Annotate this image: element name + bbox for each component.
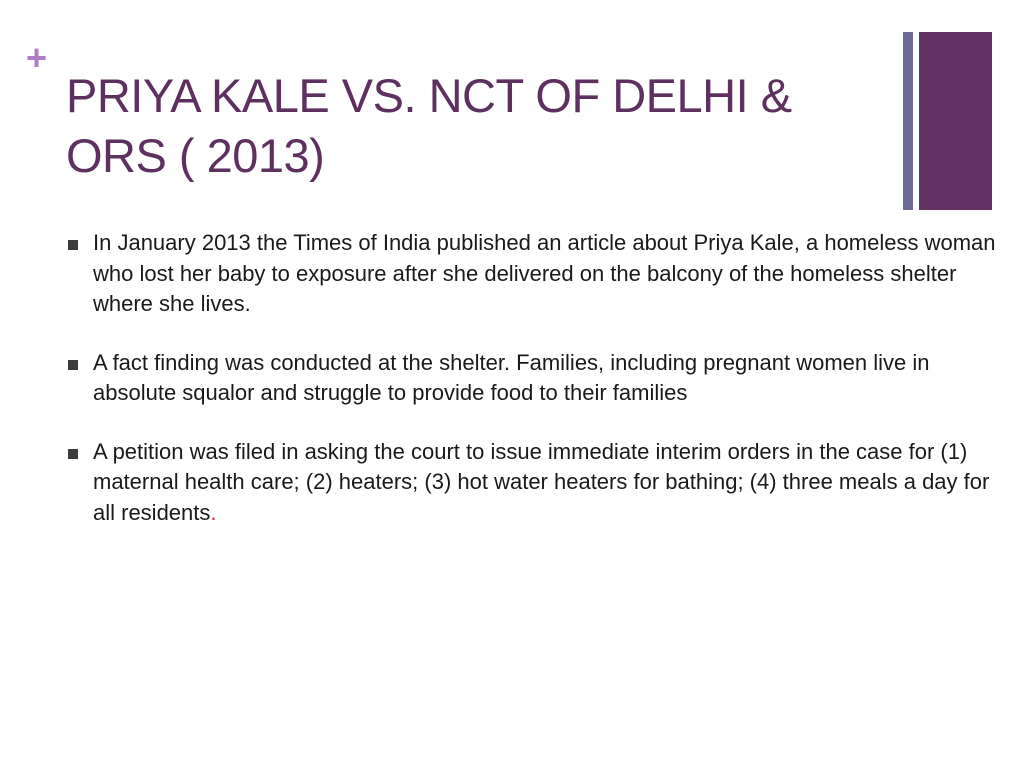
square-bullet-icon	[68, 240, 78, 250]
bullet-text-3: A petition was filed in asking the court to issue immediate interim orders in the case for (1) maternal health care; (2) heaters; (3) hot water heaters for bathing; (4) three meals a day for all residents	[93, 438, 990, 525]
bullet-text-2: A fact finding was conducted at the shelter. Families, including pregnant women live in absolute squalor and struggle to provide food to their families	[93, 349, 930, 405]
square-bullet-icon	[68, 360, 78, 370]
square-bullet-icon	[68, 449, 78, 459]
bullet-list	[66, 228, 996, 556]
accent-bar-thick	[919, 32, 992, 210]
bullet-item-1	[66, 228, 996, 320]
bullet-item-2	[66, 348, 996, 409]
trailing-period: .	[210, 499, 217, 525]
bullet-text-1: In January 2013 the Times of India published an article about Priya Kale, a homeless woman who lost her baby to exposure after she delivered on the balcony of the homeless shelter where she lives.	[93, 230, 996, 316]
accent-bar-thin	[903, 32, 913, 210]
slide-title: PRIYA KALE VS. NCT OF DELHI & ORS ( 2013)	[66, 69, 792, 182]
bullet-item-3	[66, 437, 996, 529]
plus-icon: +	[26, 37, 48, 78]
